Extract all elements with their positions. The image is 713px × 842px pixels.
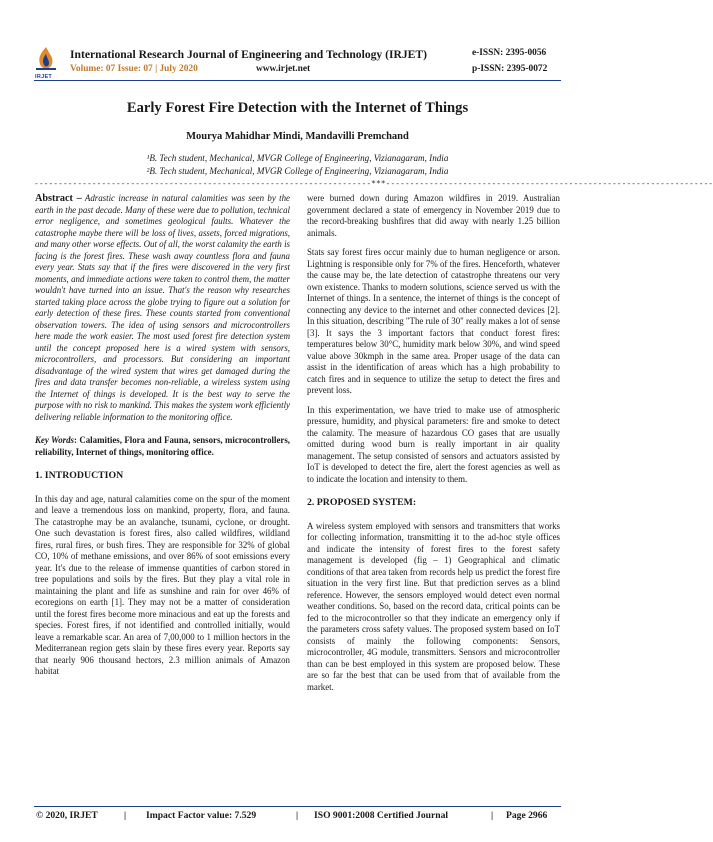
e-issn: e-ISSN: 2395-0056 (472, 48, 547, 58)
keywords (35, 435, 290, 458)
logo-text: IRJET (35, 74, 53, 80)
paragraph-1: were burned down during Amazon wildfires in 2019. Australian government declared a state of emergency in November 2019 due to the record-breaking bushfires that did away with nearly 1.25 billion animals. (307, 193, 560, 238)
footer-impact-factor: Impact Factor value: 7.529 (146, 810, 257, 821)
footer-separator: | (124, 810, 127, 821)
paragraph-2: Stats say forest fires occur mainly due to human negligence or arson. Lightning is responsible only for 7% of the fires. Henceforth, whatever the cause may be, the late detection of catastrophe threatens our very own existence. Thanks to modern solutions, science served us with the Internet of things. In a sentence, the internet of things is the concept of connecting any device to the internet and other connected devices [2]. In this situation, describing "The rule of 30" really makes a lot of sense [3]. It says the 3 important factors that conduct forest fires: temperatures below 30°C, humidity mark below 30%, and wind speed value above 30kmph in the same area. Proper usage of the data can assist in the identification of areas which has a high probability to catch fires and in sequence to utilize the setup to detect the fires and prevent loss. (307, 247, 560, 395)
journal-website[interactable]: www.irjet.net (256, 64, 311, 74)
paragraph-4: A wireless system employed with sensors and transmitters that works for collecting information, transmitting it to the ad-hoc style offices and indicate the intensity of forest fires to the forest safety management is developed (fig – 1) Geographical and climatic conditions of that area taken from records help us predict the forest fire situation in the very first line. But that prediction serves as a blind reference. However, the sensors employed would detect even normal weather conditions. So, based on the record data, critical points can be fed to the microcontroller so that they indicate an emergency only if the parameters cross safety values. The proposed system based on IoT consists of mainly the following components: Sensors, microcontroller, 4G module, transmitters. Sensors and microcontroller than can be best employed in this system are proposed below. These are so far the best that can be used from that of available from the market. (307, 520, 560, 692)
keywords-label: Key Words (35, 435, 75, 445)
authors: Mourya Mahidhar Mindi, Mandavilli Premchand (186, 131, 409, 142)
p-issn: p-ISSN: 2395-0072 (472, 64, 548, 74)
intro-heading: 1. INTRODUCTION (35, 470, 124, 481)
separator: ----------------------------------------------------------------------***-------------------------------------------------------------------- (34, 179, 713, 188)
footer-rule (34, 806, 561, 807)
proposed-system-heading: 2. PROPOSED SYSTEM: (307, 497, 417, 508)
intro-paragraph: In this day and age, natural calamities come on the spur of the moment and leave a tremendous loss on mankind, property, flora, and fauna. The catastrophe may be an avalanche, tsunami, cyclone, or drought. One such devastation is forest fires, also called wildfires, wildland fires, rural fires, or bush fires. They are responsible for 32% of global CO, 10% of methane emissions, and over 86% of soot emissions every year. It's due to the release of immense quantities of carbon stored in tree populations and soils by the fires. But they play a vital role in maintaining the plant and life as sunshine and rain for over 46% of ecoregions on earth [1]. They may not be a matter of consideration until the forest fires become more minacious and eat up the forests and species. Forest fires, if not identified and controlled initially, would leave a remarkable scar. An area of 7,00,000 to 1 million hectors in the Mediterranean region gets slain by these fires every year. Reports say that nearly 906 thousand hectors, 2.3 million animals of Amazon habitat (35, 493, 290, 676)
footer-separator: | (491, 810, 494, 821)
abstract-label: Abstract – (35, 193, 82, 204)
paragraph-3: In this experimentation, we have tried to make use of atmospheric pressure, humidity, and physical parameters: fire and smoke to detect the calamity. The measure of hazardous CO gases that are usually omitted during wood burn is really important in air quality management. The setup consisted of sensors and actuators assisted by IoT is developed to detect the fire, alert the forest agencies as well as to indicate the location and intensity to them. (307, 404, 560, 484)
left-column (35, 193, 290, 686)
header-rule (34, 80, 561, 81)
footer-separator: | (296, 810, 299, 821)
keywords-text: : Calamities, Flora and Fauna, sensors, microcontrollers, reliability, Internet of things, monitoring office. (35, 435, 290, 457)
irjet-logo (34, 46, 58, 76)
footer-copyright: © 2020, IRJET (36, 810, 98, 821)
paper-title: Early Forest Fire Detection with the Internet of Things (126, 100, 469, 116)
abstract-text: Adrastic increase in natural calamities was seen by the earth in the past decade. Many of these were due to pollution, technical error negligence, and sometimes geological faults. Whatever the catastrophe maybe there will be loss of lives, assets, forced migrations, and many other worse effects. Out of all, the worst calamity the earth is facing is the forest fires. These wash away countless flora and fauna every year. Stats say that if the fires were discovered in the very first moments, and immediate actions were taken to control them, the matter wouldn't have turned into an issue. That's the reason why researches started taking place across the globe trying to figure out a solution for early detection of these fires. These counts started from conventional observation towers. The idea of using sensors and microcontrollers here made the work easier. The most used forest fire detection system until the concept proposed here is a wired system with sensors, microcontrollers, and processors. But considering an important disadvantage of the wired system that wires get damaged during the fires and data transfer becomes non-reliable, a wireless system using the Internet of things is developed. It is the best way to serve the purpose with no risk to mankind. This makes the system work efficiently delivering reliable information to the monitoring office. (35, 193, 290, 422)
affiliation-2: ²B. Tech student, Mechanical, MVGR College of Engineering, Vizianagaram, India (146, 166, 449, 176)
volume-issue: Volume: 07 Issue: 07 | July 2020 (70, 64, 198, 74)
right-column (307, 193, 560, 701)
footer-page-number: Page 2966 (506, 810, 548, 821)
footer-iso: ISO 9001:2008 Certified Journal (314, 810, 449, 821)
affiliation-1: ¹B. Tech student, Mechanical, MVGR College of Engineering, Vizianagaram, India (146, 153, 449, 163)
abstract (35, 193, 290, 423)
journal-name: International Research Journal of Engineering and Technology (IRJET) (70, 48, 427, 61)
